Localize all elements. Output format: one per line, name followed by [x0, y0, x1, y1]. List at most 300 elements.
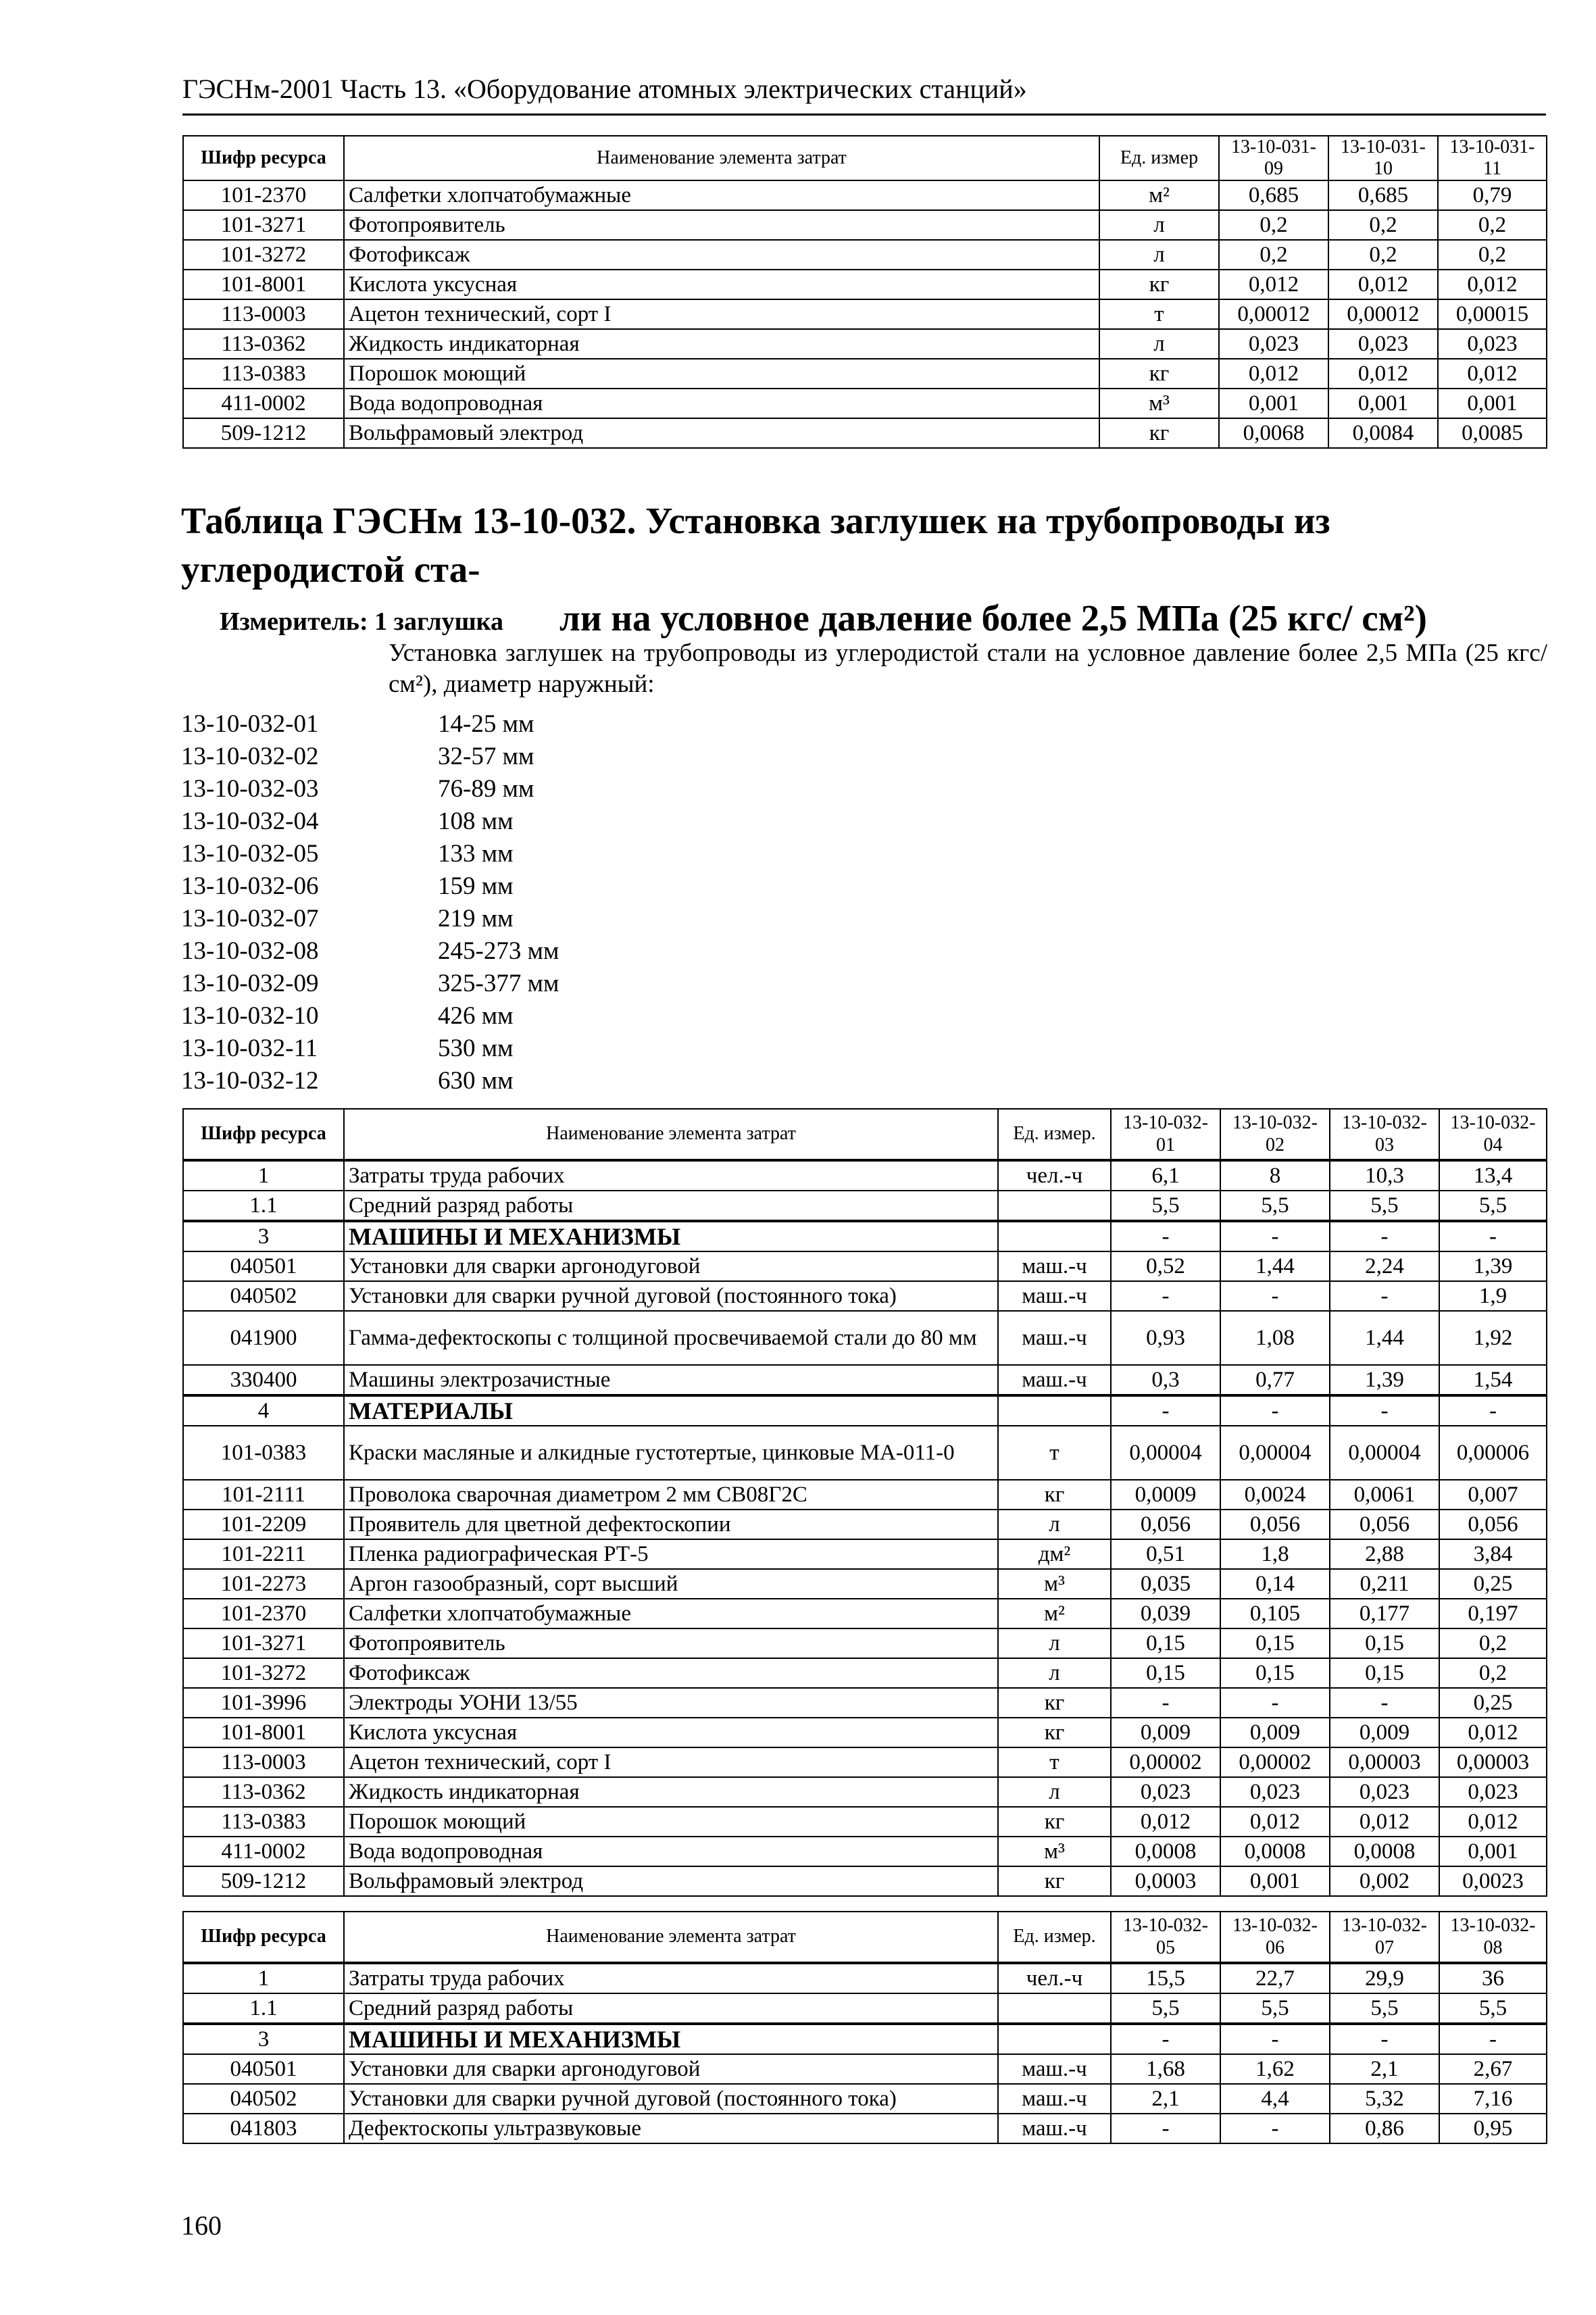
unit-cell: кг: [1099, 418, 1219, 448]
value-cell: 0,15: [1111, 1658, 1220, 1688]
resource-table-032-05-08: [182, 1911, 1547, 2144]
resource-name-cell: Вода водопроводная: [344, 1837, 998, 1866]
value-cell: 0,25: [1439, 1569, 1547, 1599]
value-cell: 0,0008: [1330, 1837, 1439, 1866]
value-cell: 0,039: [1111, 1599, 1220, 1628]
variant-code: 13-10-032-09: [181, 970, 319, 997]
resource-code-cell: 101-2211: [183, 1539, 344, 1569]
unit-cell: т: [1099, 299, 1219, 329]
table-body: [183, 1160, 1547, 1896]
value-cell: -: [1220, 2024, 1330, 2054]
col-header-code: Шифр ресурса: [183, 136, 344, 180]
value-cell: 0,86: [1330, 2114, 1439, 2143]
resource-code-cell: 040501: [183, 1251, 344, 1281]
unit-cell: т: [998, 1747, 1111, 1777]
table-row: [183, 240, 1547, 270]
variant-code: 13-10-032-06: [181, 872, 319, 900]
value-cell: 0,2: [1328, 240, 1438, 270]
col-header-unit: Ед. измер.: [998, 1109, 1111, 1160]
table-row: [183, 180, 1547, 210]
variant-code: 13-10-032-07: [181, 905, 319, 932]
value-cell: 0,023: [1330, 1777, 1439, 1807]
resource-name-cell: Электроды УОНИ 13/55: [344, 1688, 998, 1718]
resource-code-cell: 101-8001: [183, 270, 344, 299]
resource-name-cell: Фотопроявитель: [344, 210, 1099, 240]
variant-item: [181, 1032, 559, 1065]
variant-item: [181, 935, 559, 968]
unit-cell: чел.-ч: [998, 1963, 1111, 1993]
table-row: [183, 1191, 1547, 1221]
value-cell: 0,001: [1220, 1866, 1330, 1896]
value-cell: -: [1220, 2114, 1330, 2143]
unit-cell: л: [998, 1777, 1111, 1807]
resource-code-cell: 040502: [183, 2084, 344, 2114]
value-cell: 0,012: [1330, 1807, 1439, 1837]
table-row: [183, 1599, 1547, 1628]
variant-diameter: 76-89 мм: [438, 775, 534, 803]
value-cell: 0,2: [1439, 1658, 1547, 1688]
value-cell: 1,68: [1111, 2054, 1220, 2084]
value-cell: 0,25: [1439, 1688, 1547, 1718]
value-cell: 5,5: [1220, 1993, 1330, 2024]
value-cell: -: [1111, 2114, 1220, 2143]
value-cell: 0,023: [1438, 329, 1547, 359]
value-cell: 0,95: [1439, 2114, 1547, 2143]
value-cell: 0,0008: [1111, 1837, 1220, 1866]
value-cell: 0,79: [1438, 180, 1547, 210]
value-cell: 0,012: [1111, 1807, 1220, 1837]
col-header-variant: 13-10-032-06: [1220, 1912, 1330, 1963]
value-cell: 0,2: [1219, 210, 1328, 240]
variant-item: [181, 1000, 559, 1032]
variant-item: [181, 708, 559, 741]
value-cell: 0,023: [1219, 329, 1328, 359]
value-cell: 0,0003: [1111, 1866, 1220, 1896]
resource-name-cell: Затраты труда рабочих: [344, 1963, 998, 1993]
table-row: [183, 1539, 1547, 1569]
table-row: [183, 270, 1547, 299]
table-row: [183, 1628, 1547, 1658]
variant-diameter: 530 мм: [438, 1035, 514, 1062]
resource-code-cell: 113-0362: [183, 1777, 344, 1807]
resource-name-cell: Салфетки хлопчатобумажные: [344, 180, 1099, 210]
resource-name-cell: Порошок моющий: [344, 359, 1099, 389]
unit-cell: [998, 1191, 1111, 1221]
resource-code-cell: 4: [183, 1395, 344, 1426]
section-title-line-1: Таблица ГЭСНм 13-10-032. Установка заглушек на трубопроводы из углеродистой ста-: [181, 500, 1330, 590]
unit-cell: кг: [1099, 270, 1219, 299]
resource-name-cell: Дефектоскопы ультразвуковые: [344, 2114, 998, 2143]
variant-item: [181, 805, 559, 838]
value-cell: 5,32: [1330, 2084, 1439, 2114]
table-body: [183, 180, 1547, 448]
unit-cell: чел.-ч: [998, 1160, 1111, 1191]
unit-cell: л: [1099, 240, 1219, 270]
resource-code-cell: 1.1: [183, 1993, 344, 2024]
value-cell: -: [1220, 1221, 1330, 1251]
value-cell: 5,5: [1439, 1191, 1547, 1221]
col-header-variant: 13-10-031-10: [1328, 136, 1438, 180]
value-cell: 22,7: [1220, 1963, 1330, 1993]
value-cell: -: [1439, 1395, 1547, 1426]
resource-name-cell: Вольфрамовый электрод: [344, 1866, 998, 1896]
variant-diameter: 159 мм: [438, 872, 514, 900]
resource-name-cell: Ацетон технический, сорт I: [344, 1747, 998, 1777]
value-cell: 0,023: [1439, 1777, 1547, 1807]
resource-code-cell: 113-0003: [183, 299, 344, 329]
value-cell: 0,012: [1328, 359, 1438, 389]
variant-diameter: 245-273 мм: [438, 937, 559, 965]
value-cell: 0,105: [1220, 1599, 1330, 1628]
resource-name-cell: Салфетки хлопчатобумажные: [344, 1599, 998, 1628]
variant-diameter: 133 мм: [438, 840, 514, 868]
unit-cell: л: [998, 1510, 1111, 1539]
value-cell: 0,00015: [1438, 299, 1547, 329]
resource-code-cell: 411-0002: [183, 1837, 344, 1866]
table-row: [183, 1866, 1547, 1896]
variant-item: [181, 870, 559, 903]
resource-code-cell: 101-2111: [183, 1480, 344, 1510]
table-row: [183, 1658, 1547, 1688]
unit-cell: [998, 1395, 1111, 1426]
variant-diameter: 325-377 мм: [438, 970, 559, 997]
value-cell: 0,00002: [1220, 1747, 1330, 1777]
value-cell: 0,0085: [1438, 418, 1547, 448]
value-cell: 0,001: [1439, 1837, 1547, 1866]
unit-cell: маш.-ч: [998, 2054, 1111, 2084]
table-row: [183, 1777, 1547, 1807]
work-description: Установка заглушек на трубопроводы из углеродистой стали на условное давление более 2,5 МПа (25 кгс/см²), диаметр наружный:: [389, 639, 1547, 698]
variant-item: [181, 903, 559, 935]
resource-code-cell: 041803: [183, 2114, 344, 2143]
value-cell: 5,5: [1330, 1191, 1439, 1221]
table-row: [183, 1480, 1547, 1510]
value-cell: 2,67: [1439, 2054, 1547, 2084]
value-cell: 0,15: [1220, 1628, 1330, 1658]
resource-name-cell: МАШИНЫ И МЕХАНИЗМЫ: [344, 1221, 998, 1251]
value-cell: 0,00003: [1439, 1747, 1547, 1777]
value-cell: 0,012: [1219, 270, 1328, 299]
resource-code-cell: 113-0383: [183, 359, 344, 389]
table-row: [183, 329, 1547, 359]
table-row: [183, 2024, 1547, 2054]
resource-code-cell: 101-2370: [183, 180, 344, 210]
value-cell: 0,2: [1438, 210, 1547, 240]
unit-cell: л: [998, 1628, 1111, 1658]
variant-code: 13-10-032-12: [181, 1067, 319, 1095]
col-header-variant: 13-10-032-04: [1439, 1109, 1547, 1160]
value-cell: 1,54: [1439, 1365, 1547, 1395]
value-cell: 0,012: [1328, 270, 1438, 299]
resource-code-cell: 101-3272: [183, 240, 344, 270]
measure-value: 1 заглушка: [374, 607, 503, 636]
variant-diameter: 14-25 мм: [438, 710, 534, 738]
value-cell: 0,00004: [1111, 1426, 1220, 1480]
resource-code-cell: 113-0383: [183, 1807, 344, 1837]
col-header-name: Наименование элемента затрат: [344, 1912, 998, 1963]
resource-code-cell: 101-0383: [183, 1426, 344, 1480]
value-cell: 5,5: [1220, 1191, 1330, 1221]
resource-code-cell: 3: [183, 2024, 344, 2054]
variant-code: 13-10-032-01: [181, 710, 319, 738]
unit-cell: маш.-ч: [998, 1281, 1111, 1311]
value-cell: 2,1: [1111, 2084, 1220, 2114]
resource-code-cell: 101-2209: [183, 1510, 344, 1539]
value-cell: 0,2: [1439, 1628, 1547, 1658]
value-cell: 1,39: [1330, 1365, 1439, 1395]
value-cell: 5,5: [1111, 1191, 1220, 1221]
value-cell: 0,012: [1438, 270, 1547, 299]
value-cell: 0,056: [1439, 1510, 1547, 1539]
value-cell: 0,211: [1330, 1569, 1439, 1599]
value-cell: 1,44: [1330, 1311, 1439, 1365]
resource-name-cell: Пленка радиографическая РТ-5: [344, 1539, 998, 1569]
table-row: [183, 1569, 1547, 1599]
value-cell: 0,001: [1219, 389, 1328, 418]
value-cell: -: [1111, 1221, 1220, 1251]
page-number: 160: [181, 2210, 222, 2241]
unit-cell: кг: [998, 1807, 1111, 1837]
value-cell: 0,012: [1439, 1718, 1547, 1747]
value-cell: 0,056: [1330, 1510, 1439, 1539]
value-cell: 0,00003: [1330, 1747, 1439, 1777]
value-cell: 0,3: [1111, 1365, 1220, 1395]
value-cell: 0,15: [1330, 1628, 1439, 1658]
value-cell: 0,002: [1330, 1866, 1439, 1896]
table-row: [183, 2054, 1547, 2084]
resource-name-cell: МАШИНЫ И МЕХАНИЗМЫ: [344, 2024, 998, 2054]
table-row: [183, 1281, 1547, 1311]
value-cell: 0,0061: [1330, 1480, 1439, 1510]
running-header: ГЭСНм-2001 Часть 13. «Оборудование атомных электрических станций»: [182, 74, 1027, 104]
unit-cell: кг: [1099, 359, 1219, 389]
table-row: [183, 1510, 1547, 1539]
resource-code-cell: 330400: [183, 1365, 344, 1395]
unit-cell: дм²: [998, 1539, 1111, 1569]
unit-cell: л: [1099, 210, 1219, 240]
col-header-code: Шифр ресурса: [183, 1912, 344, 1963]
resource-name-cell: Установки для сварки аргонодуговой: [344, 1251, 998, 1281]
value-cell: 0,51: [1111, 1539, 1220, 1569]
resource-name-cell: Средний разряд работы: [344, 1191, 998, 1221]
table-body: [183, 1963, 1547, 2143]
unit-cell: кг: [998, 1718, 1111, 1747]
value-cell: -: [1330, 2024, 1439, 2054]
value-cell: 36: [1439, 1963, 1547, 1993]
resource-name-cell: Ацетон технический, сорт I: [344, 299, 1099, 329]
resource-name-cell: Гамма-дефектоскопы с толщиной просвечиваемой стали до 80 мм: [344, 1311, 998, 1365]
col-header-unit: Ед. измер: [1099, 136, 1219, 180]
value-cell: 1,08: [1220, 1311, 1330, 1365]
resource-code-cell: 101-3272: [183, 1658, 344, 1688]
value-cell: 0,685: [1219, 180, 1328, 210]
value-cell: 0,197: [1439, 1599, 1547, 1628]
value-cell: 0,001: [1328, 389, 1438, 418]
value-cell: 0,00006: [1439, 1426, 1547, 1480]
value-cell: 0,012: [1219, 359, 1328, 389]
table-row: [183, 359, 1547, 389]
value-cell: 0,15: [1330, 1658, 1439, 1688]
value-cell: 0,00012: [1219, 299, 1328, 329]
resource-name-cell: Кислота уксусная: [344, 1718, 998, 1747]
resource-code-cell: 101-3271: [183, 210, 344, 240]
value-cell: 6,1: [1111, 1160, 1220, 1191]
table-row: [183, 1718, 1547, 1747]
table-row: [183, 2114, 1547, 2143]
table-row: [183, 389, 1547, 418]
resource-name-cell: Проявитель для цветной дефектоскопии: [344, 1510, 998, 1539]
resource-code-cell: 509-1212: [183, 418, 344, 448]
value-cell: 0,15: [1111, 1628, 1220, 1658]
resource-code-cell: 101-8001: [183, 1718, 344, 1747]
value-cell: 1,92: [1439, 1311, 1547, 1365]
table-row: [183, 1221, 1547, 1251]
value-cell: 0,056: [1111, 1510, 1220, 1539]
unit-cell: [998, 2024, 1111, 2054]
col-header-code: Шифр ресурса: [183, 1109, 344, 1160]
table-row: [183, 1395, 1547, 1426]
unit-cell: [998, 1221, 1111, 1251]
unit-cell: кг: [998, 1866, 1111, 1896]
table-row: [183, 1993, 1547, 2024]
variant-code: 13-10-032-04: [181, 807, 319, 835]
col-header-variant: 13-10-032-08: [1439, 1912, 1547, 1963]
unit-cell: кг: [998, 1688, 1111, 1718]
value-cell: 0,00004: [1330, 1426, 1439, 1480]
value-cell: 2,24: [1330, 1251, 1439, 1281]
col-header-variant: 13-10-032-03: [1330, 1109, 1439, 1160]
value-cell: 0,0008: [1220, 1837, 1330, 1866]
variant-diameter: 630 мм: [438, 1067, 514, 1095]
resource-code-cell: 1.1: [183, 1191, 344, 1221]
unit-cell: маш.-ч: [998, 2084, 1111, 2114]
table-row: [183, 1365, 1547, 1395]
variant-item: [181, 968, 559, 1000]
value-cell: 1,9: [1439, 1281, 1547, 1311]
resource-code-cell: 101-3996: [183, 1688, 344, 1718]
value-cell: 4,4: [1220, 2084, 1330, 2114]
resource-code-cell: 1: [183, 1963, 344, 1993]
value-cell: 1,44: [1220, 1251, 1330, 1281]
resource-name-cell: Вольфрамовый электрод: [344, 418, 1099, 448]
resource-code-cell: 041900: [183, 1311, 344, 1365]
value-cell: 0,77: [1220, 1365, 1330, 1395]
value-cell: 0,023: [1111, 1777, 1220, 1807]
value-cell: -: [1439, 1221, 1547, 1251]
unit-cell: маш.-ч: [998, 1311, 1111, 1365]
resource-name-cell: Порошок моющий: [344, 1807, 998, 1837]
table-row: [183, 1251, 1547, 1281]
value-cell: 0,93: [1111, 1311, 1220, 1365]
value-cell: 0,012: [1220, 1807, 1330, 1837]
value-cell: 5,5: [1111, 1993, 1220, 2024]
value-cell: 13,4: [1439, 1160, 1547, 1191]
table-row: [183, 1426, 1547, 1480]
value-cell: 0,15: [1220, 1658, 1330, 1688]
resource-name-cell: Кислота уксусная: [344, 270, 1099, 299]
value-cell: 0,0024: [1220, 1480, 1330, 1510]
value-cell: -: [1330, 1688, 1439, 1718]
value-cell: 0,00004: [1220, 1426, 1330, 1480]
unit-cell: л: [998, 1658, 1111, 1688]
value-cell: -: [1220, 1395, 1330, 1426]
col-header-name: Наименование элемента затрат: [344, 1109, 998, 1160]
resource-code-cell: 1: [183, 1160, 344, 1191]
value-cell: 3,84: [1439, 1539, 1547, 1569]
unit-cell: маш.-ч: [998, 1365, 1111, 1395]
table-row: [183, 2084, 1547, 2114]
unit-cell: м²: [1099, 180, 1219, 210]
col-header-variant: 13-10-031-09: [1219, 136, 1328, 180]
unit-cell: [998, 1993, 1111, 2024]
variant-code: 13-10-032-11: [181, 1035, 318, 1062]
value-cell: 10,3: [1330, 1160, 1439, 1191]
table-row: [183, 1747, 1547, 1777]
col-header-variant: 13-10-032-07: [1330, 1912, 1439, 1963]
value-cell: 0,001: [1438, 389, 1547, 418]
unit-cell: м³: [998, 1569, 1111, 1599]
resource-table-031: [182, 135, 1547, 449]
value-cell: 29,9: [1330, 1963, 1439, 1993]
resource-code-cell: 113-0362: [183, 329, 344, 359]
resource-name-cell: Аргон газообразный, сорт высший: [344, 1569, 998, 1599]
value-cell: 0,056: [1220, 1510, 1330, 1539]
value-cell: 0,007: [1439, 1480, 1547, 1510]
measure-unit: [220, 607, 503, 637]
table-row: [183, 1963, 1547, 1993]
value-cell: 0,035: [1111, 1569, 1220, 1599]
resource-name-cell: Жидкость индикаторная: [344, 1777, 998, 1807]
value-cell: 0,012: [1439, 1807, 1547, 1837]
col-header-name: Наименование элемента затрат: [344, 136, 1099, 180]
variant-item: [181, 741, 559, 773]
value-cell: 1,39: [1439, 1251, 1547, 1281]
variant-code: 13-10-032-02: [181, 743, 319, 770]
unit-cell: т: [998, 1426, 1111, 1480]
value-cell: 0,009: [1111, 1718, 1220, 1747]
resource-code-cell: 101-2370: [183, 1599, 344, 1628]
value-cell: 0,685: [1328, 180, 1438, 210]
unit-cell: м³: [1099, 389, 1219, 418]
resource-name-cell: Затраты труда рабочих: [344, 1160, 998, 1191]
value-cell: -: [1220, 1281, 1330, 1311]
table-row: [183, 1807, 1547, 1837]
unit-cell: м³: [998, 1837, 1111, 1866]
value-cell: 5,5: [1330, 1993, 1439, 2024]
unit-cell: л: [1099, 329, 1219, 359]
value-cell: 0,2: [1219, 240, 1328, 270]
value-cell: -: [1330, 1221, 1439, 1251]
resource-code-cell: 411-0002: [183, 389, 344, 418]
resource-name-cell: Средний разряд работы: [344, 1993, 998, 2024]
value-cell: 0,009: [1330, 1718, 1439, 1747]
value-cell: 15,5: [1111, 1963, 1220, 1993]
value-cell: 8: [1220, 1160, 1330, 1191]
value-cell: -: [1111, 1281, 1220, 1311]
value-cell: 5,5: [1439, 1993, 1547, 2024]
value-cell: 0,0023: [1439, 1866, 1547, 1896]
unit-cell: маш.-ч: [998, 1251, 1111, 1281]
table-row: [183, 1837, 1547, 1866]
col-header-variant: 13-10-032-01: [1111, 1109, 1220, 1160]
value-cell: 0,0009: [1111, 1480, 1220, 1510]
section-title-line-2: ли на условное давление более 2,5 МПа (25 кгс/ см²): [559, 597, 1427, 639]
resource-code-cell: 101-3271: [183, 1628, 344, 1658]
table-row: [183, 418, 1547, 448]
resource-code-cell: 040502: [183, 1281, 344, 1311]
value-cell: 1,62: [1220, 2054, 1330, 2084]
col-header-variant: 13-10-032-02: [1220, 1109, 1330, 1160]
